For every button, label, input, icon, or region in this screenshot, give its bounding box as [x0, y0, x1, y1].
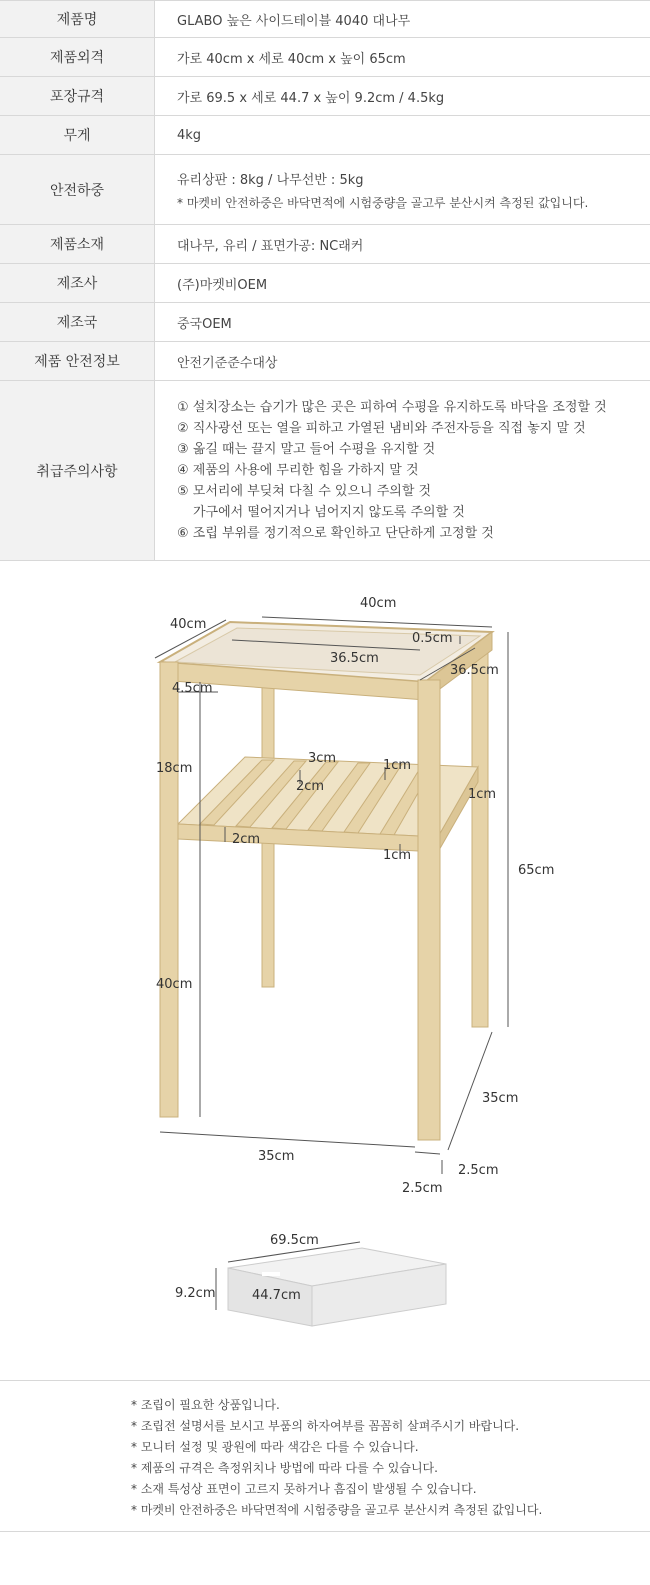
back-right-leg	[472, 642, 488, 1027]
dim-box-depth: 44.7cm	[252, 1288, 301, 1303]
notes-section	[0, 1380, 650, 1532]
dim-base-depth: 35cm	[482, 1091, 519, 1106]
spec-row-name	[0, 0, 650, 38]
spec-row-package	[0, 77, 650, 116]
dim-shelf-rail: 2cm	[232, 832, 261, 847]
spec-table	[0, 0, 650, 561]
spec-row-maker	[0, 264, 650, 303]
package-box	[175, 1233, 446, 1326]
dim-leg-w1: 2.5cm	[458, 1163, 499, 1178]
dim-box-length: 69.5cm	[270, 1233, 319, 1248]
note-line: * 조립이 필요한 상품입니다.	[131, 1398, 280, 1412]
dim-slat-gap: 2cm	[296, 779, 325, 794]
dim-base-width: 35cm	[258, 1149, 295, 1164]
dim-glass-depth: 36.5cm	[450, 663, 499, 678]
spec-value	[155, 225, 650, 263]
dim-slat-thick-1: 1cm	[383, 758, 412, 773]
spec-row-load	[0, 155, 650, 225]
dim-glass-thickness: 0.5cm	[412, 631, 453, 646]
spec-value-text: 가로 40cm x 세로 40cm x 높이 65cm	[177, 51, 406, 67]
spec-label: 무게	[0, 116, 155, 154]
spec-row-safety	[0, 342, 650, 381]
spec-value	[155, 38, 650, 76]
dim-leg-w2: 2.5cm	[402, 1181, 443, 1196]
spec-label: 제품외격	[0, 38, 155, 76]
table-illustration	[160, 622, 492, 1140]
spec-label: 제품 안전정보	[0, 342, 155, 380]
note-line: * 제품의 규격은 측정위치나 방법에 따라 다를 수 있습니다.	[131, 1461, 438, 1475]
dim-depth-top: 40cm	[170, 617, 207, 632]
dim-slat-thick-2: 1cm	[468, 787, 497, 802]
spec-value-text: 가로 69.5 x 세로 44.7 x 높이 9.2cm / 4.5kg	[177, 90, 445, 106]
dim-upper-gap: 18cm	[156, 761, 193, 776]
spec-value	[155, 116, 650, 154]
dim-lower-leg: 40cm	[156, 977, 193, 992]
spec-value	[155, 264, 650, 302]
front-left-leg	[160, 662, 178, 1117]
spec-note: * 마켓비 안전하중은 바닥면적에 시험중량을 골고루 분산시켜 측정된 값입니다.	[177, 195, 589, 210]
dimension-lines	[155, 617, 508, 1174]
spec-row-country	[0, 303, 650, 342]
note-line: * 소재 특성상 표면이 고르지 못하거나 흠집이 발생될 수 있습니다.	[131, 1482, 477, 1496]
spec-label: 안전하중	[0, 155, 155, 224]
dimension-diagram	[0, 562, 650, 1380]
table-drawing	[0, 562, 650, 1380]
dim-total-height: 65cm	[518, 863, 555, 878]
spec-label: 제조국	[0, 303, 155, 341]
spec-label: 제품소재	[0, 225, 155, 263]
dim-top-rail: 4.5cm	[172, 681, 213, 696]
spec-value-text: 안전기준준수대상	[177, 355, 278, 371]
spec-row-size	[0, 38, 650, 77]
spec-label: 제조사	[0, 264, 155, 302]
caution-line: 가구에서 떨어지거나 넘어지지 않도록 주의할 것	[193, 505, 465, 520]
front-right-leg	[418, 680, 440, 1140]
spec-value-text: 대나무, 유리 / 표면가공: NC래커	[177, 238, 364, 254]
spec-label: 취급주의사항	[0, 381, 155, 560]
spec-value	[155, 77, 650, 115]
dim-slat-thick-3: 1cm	[383, 848, 412, 863]
dim-box-height: 9.2cm	[175, 1286, 216, 1301]
spec-value	[155, 381, 650, 560]
spec-value-text: 중국OEM	[177, 316, 232, 332]
dim-slat-width: 3cm	[308, 751, 337, 766]
spec-label: 제품명	[0, 1, 155, 37]
spec-label: 포장규격	[0, 77, 155, 115]
spec-value	[155, 155, 650, 224]
spec-value-text: GLABO 높은 사이드테이블 4040 대나무	[177, 13, 411, 29]
caution-line: ① 설치장소는 습기가 많은 곳은 피하여 수평을 유지하도록 바닥을 조정할 것	[177, 400, 607, 415]
note-line: * 마켓비 안전하중은 바닥면적에 시험중량을 골고루 분산시켜 측정된 값입니다.	[131, 1503, 543, 1517]
note-line: * 모니터 설정 및 광원에 따라 색감은 다를 수 있습니다.	[131, 1440, 419, 1454]
caution-line: ② 직사광선 또는 열을 피하고 가열된 냄비와 주전자등을 직접 놓지 말 것	[177, 421, 586, 436]
caution-line: ④ 제품의 사용에 무리한 힘을 가하지 말 것	[177, 463, 419, 478]
box-handle	[262, 1272, 280, 1276]
spec-row-caution	[0, 381, 650, 561]
spec-row-material	[0, 225, 650, 264]
spec-value-text: 유리상판 : 8kg / 나무선반 : 5kg	[177, 172, 364, 188]
dim-width-top: 40cm	[360, 596, 397, 611]
spec-value	[155, 303, 650, 341]
spec-value-text: (주)마켓비OEM	[177, 277, 268, 293]
spec-value	[155, 342, 650, 380]
spec-value-text: 4kg	[177, 127, 202, 143]
spec-value	[155, 1, 650, 37]
caution-line: ⑥ 조립 부위를 정기적으로 확인하고 단단하게 고정할 것	[177, 526, 494, 541]
caution-line: ⑤ 모서리에 부딪쳐 다칠 수 있으니 주의할 것	[177, 484, 432, 499]
note-line: * 조립전 설명서를 보시고 부품의 하자여부를 꼼꼼히 살펴주시기 바랍니다.	[131, 1419, 520, 1433]
dim-glass-width: 36.5cm	[330, 651, 379, 666]
caution-line: ③ 옮길 때는 끌지 말고 들어 수평을 유지할 것	[177, 442, 436, 457]
spec-row-weight	[0, 116, 650, 155]
